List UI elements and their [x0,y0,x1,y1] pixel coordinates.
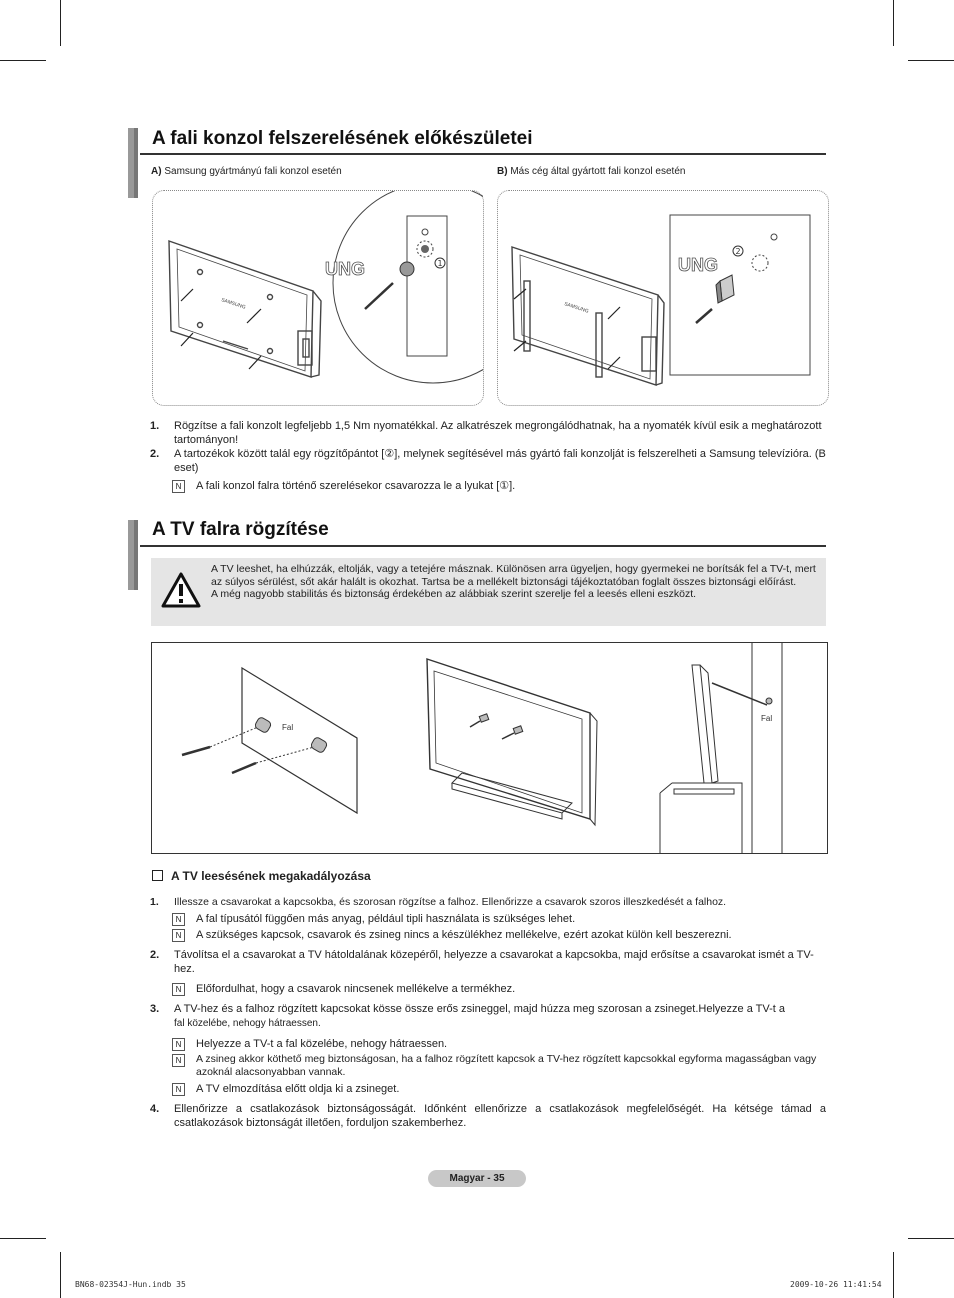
subsection-title [152,869,371,883]
item-text: Rögzítse a fali konzolt legfeljebb 1,5 Nm nyomatékkal. Az alkatrészek megrongálódhatnak, ha a nyomaték kívül esik a meghatározott tartományon! [174,420,822,446]
item-number: 1. [150,896,159,908]
note-text: A szükséges kapcsok, csavarok és zsineg nincs a készülékhez mellékelve, ezért azokat külön kell beszerezni. [196,929,732,941]
list-item [150,447,826,475]
wall-label: Fal [282,723,294,732]
list-item [150,1102,826,1130]
note [150,912,826,926]
note-icon: N [172,1083,185,1096]
list-item [150,419,826,447]
item-text: Ellenőrizze a csatlakozások biztonságosságát. Időnként ellenőrizze a csatlakozások megfelelőségét. Ha kétsége támad a csatlakozások biztonságát illetően, forduljon szakemberhez. [174,1103,826,1129]
note-icon: N [172,929,185,942]
item-text: A TV-hez és a falhoz rögzített kapcsokat kösse össze erős zsineggel, majd húzza meg szorosan a zsineget.Helyezze a TV-t a [174,1003,786,1015]
figure-anti-fall [151,642,828,854]
crop-mark [60,0,61,46]
item-text: Távolítsa el a csavarokat a TV hátoldalának közepéről, helyezze a csavarokat a kapcsokba, majd erősítse a csavarokat ismét a TV-hez. [174,949,814,975]
section-title: A fali konzol felszerelésének előkészületei [152,128,533,149]
subcaption-a [151,166,342,177]
figure-samsung-bracket [152,190,484,406]
note [150,1053,826,1079]
wall-label: Fal [761,714,773,723]
warning-box [151,558,826,626]
note [150,928,826,942]
item-number: 3. [150,1003,160,1015]
section-title: A TV falra rögzítése [152,519,329,540]
note-text: Helyezze a TV-t a fal közelébe, nehogy hátraessen. [196,1038,448,1050]
note [150,1037,826,1051]
subcaption-label: B) [497,166,508,177]
section-bar [134,520,138,590]
crop-mark [908,60,954,61]
note-icon: N [172,1038,185,1051]
instruction-list [150,419,826,493]
note-text: A fali konzol falra történő szerelésekor csavarozza le a lyukat [①]. [196,480,516,492]
section-rule [140,153,826,155]
note [150,1082,826,1096]
subsection-title-text: A TV leesésének megakadályozása [171,869,371,883]
crop-mark [893,1252,894,1298]
note [150,982,826,996]
note-icon: N [172,913,185,926]
item-number: 1. [150,420,160,432]
subcaption-text: Samsung gyártmányú fali konzol esetén [164,166,342,177]
svg-text:1: 1 [437,259,443,268]
section-rule [140,545,826,547]
item-text: fal közelébe, nehogy hátraessen. [174,1018,321,1029]
note [150,479,826,493]
warning-paragraph: A még nagyobb stabilitás és biztonság érdekében az alábbiak szerint szerelje fel a leesés elleni eszközt. [211,588,697,600]
item-number: 2. [150,949,160,961]
crop-mark [0,1238,46,1239]
item-number: 4. [150,1103,160,1115]
crop-mark [0,60,46,61]
note-text: A fal típusától függően más anyag, például tipli használata is szükséges lehet. [196,913,576,925]
crop-mark [60,1252,61,1298]
svg-text:2: 2 [735,247,741,256]
list-item [150,948,826,976]
note-text: A zsineg akkor köthető meg biztonságosan, ha a falhoz rögzített kapcsok a TV-hez rögzített kapcsokkal egyforma magasságban vagy azoknál alacsonyabban vannak. [196,1053,817,1078]
item-text: A tartozékok között talál egy rögzítőpántot [②], melynek segítésével más gyártó fali konzolját is felszerelheti a Samsung televízióra. (B eset) [174,448,826,474]
warning-icon [161,572,201,608]
instruction-list [150,895,826,1130]
svg-text:UNG: UNG [325,259,365,279]
item-number: 2. [150,448,160,460]
note-text: Előfordulhat, hogy a csavarok nincsenek mellékelve a termékhez. [196,983,516,995]
footer-datetime: 2009-10-26 11:41:54 [790,1280,882,1289]
list-item [150,895,826,909]
page-number-badge: Magyar - 35 [428,1170,526,1187]
subcaption-text: Más cég által gyártott fali konzol esetén [510,166,686,177]
crop-mark [893,0,894,46]
crop-mark [908,1238,954,1239]
subcaption-b [497,166,685,177]
svg-text:SAMSUNG: SAMSUNG [220,297,247,311]
svg-text:UNG: UNG [678,255,718,275]
note-text: A TV elmozdítása előtt oldja ki a zsineget. [196,1083,400,1095]
section-bar [134,128,138,198]
svg-text:SAMSUNG: SAMSUNG [563,301,590,315]
footer-file: BN68-02354J-Hun.indb 35 [75,1280,186,1289]
note-icon: N [172,480,185,493]
checkbox-icon [152,870,163,881]
subcaption-label: A) [151,166,162,177]
item-text: Illessze a csavarokat a kapcsokba, és szorosan rögzítse a falhoz. Ellenőrizze a csavarok szoros illeszkedését a falhoz. [174,896,727,908]
list-item [150,1002,826,1031]
note-icon: N [172,1054,185,1067]
note-icon: N [172,983,185,996]
figure-other-bracket [497,190,829,406]
warning-paragraph: A TV leeshet, ha elhúzzák, eltolják, vagy a tetejére másznak. Különösen arra ügyeljen, hogy gyermekei ne borítsák fel a TV-t, mert az súlyos sérülést, sőt akár halált is okozhat. Tartsa be a mellékelt biztonsági tájékoztatóban foglalt összes biztonsági előírást. [211,563,816,588]
warning-text [211,563,819,601]
